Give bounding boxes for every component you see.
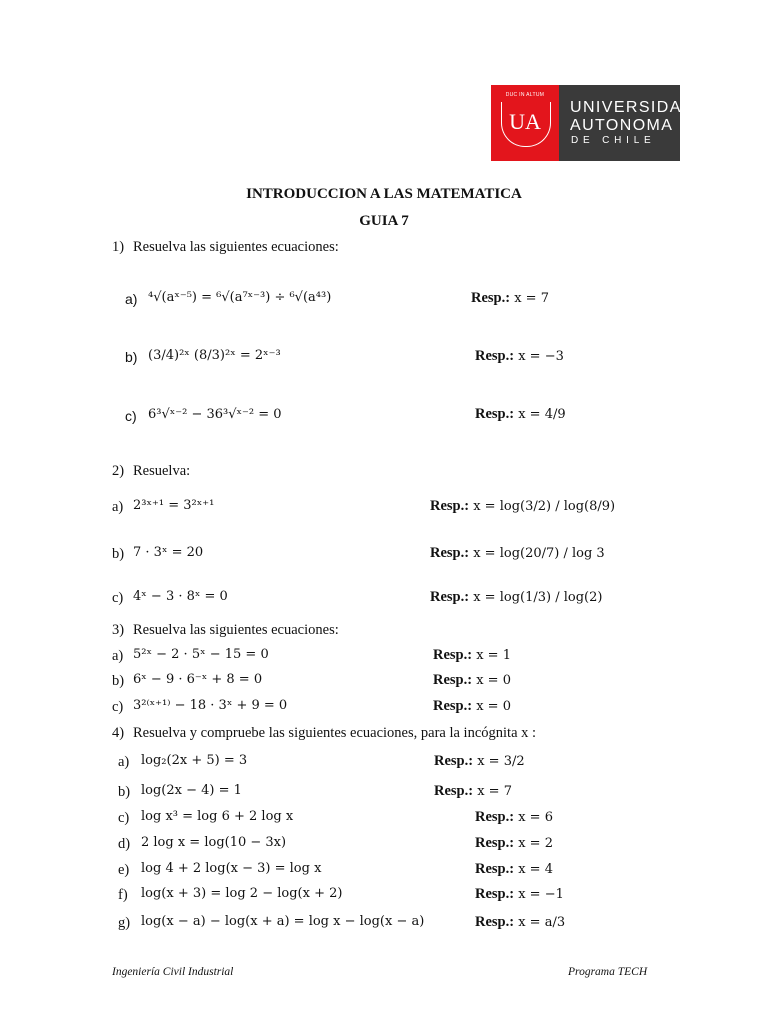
equation: log(2x − 4) = 1	[141, 783, 242, 798]
resp-label: Resp.:	[475, 348, 515, 364]
equation: (3/4)²ˣ (8/3)²ˣ = 2ˣ⁻³	[148, 348, 281, 363]
item-label: a)	[125, 291, 138, 307]
answer: x = 6	[518, 810, 553, 825]
resp-label: Resp.:	[433, 672, 473, 688]
answer: x = a/3	[518, 915, 566, 930]
section-4-heading: Resuelva y compruebe las siguientes ecuaciones, para la incógnita x :	[133, 725, 537, 741]
resp-label: Resp.:	[475, 406, 515, 422]
section-3-heading: Resuelva las siguientes ecuaciones:	[133, 622, 339, 638]
section-1-number: 1)	[112, 239, 125, 255]
answer-row	[475, 914, 565, 931]
equation: log 4 + 2 log(x − 3) = log x	[141, 861, 322, 876]
answer-row	[475, 861, 553, 878]
equation: 3²⁽ˣ⁺¹⁾ − 18 · 3ˣ + 9 = 0	[133, 698, 288, 713]
equation: 6ˣ − 9 · 6⁻ˣ + 8 = 0	[133, 672, 263, 687]
logo-line1: UNIVERSIDAD	[570, 99, 695, 116]
equation: log₂(2x + 5) = 3	[141, 753, 248, 768]
equation: 2³ˣ⁺¹ = 3²ˣ⁺¹	[133, 498, 215, 513]
answer: x = −3	[518, 349, 564, 364]
page-subtitle: GUIA 7	[359, 213, 409, 229]
answer-row	[433, 647, 511, 664]
answer: x = log(20/7) / log 3	[473, 546, 605, 561]
item-label: e)	[118, 862, 130, 878]
equation: 2 log x = log(10 − 3x)	[141, 835, 287, 850]
answer: x = 4	[518, 862, 553, 877]
answer: x = 7	[514, 291, 549, 306]
answer-row	[433, 672, 511, 689]
equation: log x³ = log 6 + 2 log x	[141, 809, 294, 824]
answer: x = log(1/3) / log(2)	[473, 590, 603, 605]
section-2-number: 2)	[112, 463, 125, 479]
answer: x = 3/2	[477, 754, 525, 769]
answer: x = 1	[476, 648, 511, 663]
answer: x = 7	[477, 784, 512, 799]
answer: x = 2	[518, 836, 553, 851]
item-label: c)	[118, 810, 130, 826]
resp-label: Resp.:	[430, 545, 470, 561]
resp-label: Resp.:	[433, 698, 473, 714]
item-label: a)	[112, 648, 124, 664]
footer-left: Ingeniería Civil Industrial	[112, 966, 234, 978]
equation: 5²ˣ − 2 · 5ˣ − 15 = 0	[133, 647, 269, 662]
seal-motto: DUC IN ALTUM	[505, 92, 545, 98]
item-label: c)	[125, 408, 137, 424]
answer-row	[475, 886, 564, 903]
resp-label: Resp.:	[475, 809, 515, 825]
equation: 6³√ˣ⁻² − 36³√ˣ⁻² = 0	[148, 407, 282, 422]
answer-row	[475, 406, 566, 423]
resp-label: Resp.:	[475, 835, 515, 851]
answer-row	[430, 498, 615, 515]
answer-row	[430, 589, 602, 606]
seal-initials: UA	[509, 109, 541, 134]
resp-label: Resp.:	[475, 861, 515, 877]
logo-line3: DE CHILE	[571, 135, 656, 146]
answer-row	[475, 348, 564, 365]
resp-label: Resp.:	[430, 589, 470, 605]
item-label: a)	[118, 754, 130, 770]
item-label: b)	[118, 784, 131, 800]
answer: x = 0	[476, 673, 511, 688]
answer: x = log(3/2) / log(8/9)	[473, 499, 616, 514]
answer: x = 0	[476, 699, 511, 714]
item-label: c)	[112, 699, 124, 715]
resp-label: Resp.:	[471, 290, 511, 306]
equation: log(x + 3) = log 2 − log(x + 2)	[141, 886, 343, 901]
resp-label: Resp.:	[433, 647, 473, 663]
answer-row	[434, 753, 525, 770]
section-3-number: 3)	[112, 622, 125, 638]
section-1-heading: Resuelva las siguientes ecuaciones:	[133, 239, 339, 255]
page-title: INTRODUCCION A LAS MATEMATICA	[246, 186, 522, 202]
answer-row	[434, 783, 512, 800]
answer-row	[433, 698, 511, 715]
item-label: b)	[112, 546, 125, 562]
answer-row	[475, 835, 553, 852]
equation: ⁴√(aˣ⁻⁵) = ⁶√(a⁷ˣ⁻³) ÷ ⁶√(a⁴³)	[148, 290, 332, 305]
answer: x = −1	[518, 887, 564, 902]
item-label: f)	[118, 887, 128, 903]
resp-label: Resp.:	[434, 783, 474, 799]
equation: 7 · 3ˣ = 20	[133, 545, 204, 560]
section-4-number: 4)	[112, 725, 125, 741]
item-label: c)	[112, 590, 124, 606]
answer-row	[471, 290, 549, 307]
item-label: g)	[118, 915, 131, 931]
footer-right: Programa TECH	[568, 966, 648, 978]
section-2-heading: Resuelva:	[133, 463, 191, 479]
item-label: b)	[112, 673, 125, 689]
logo-line2: AUTONOMA	[570, 117, 674, 134]
resp-label: Resp.:	[475, 886, 515, 902]
logo-wordmark	[559, 85, 695, 161]
logo-seal	[491, 85, 559, 161]
equation: 4ˣ − 3 · 8ˣ = 0	[133, 589, 228, 604]
resp-label: Resp.:	[475, 914, 515, 930]
item-label: b)	[125, 349, 138, 365]
answer-row	[430, 545, 605, 562]
item-label: d)	[118, 836, 131, 852]
resp-label: Resp.:	[430, 498, 470, 514]
item-label: a)	[112, 499, 124, 515]
equation: log(x − a) − log(x + a) = log x − log(x − a)	[141, 914, 425, 929]
answer-row	[475, 809, 553, 826]
resp-label: Resp.:	[434, 753, 474, 769]
answer: x = 4/9	[518, 407, 566, 422]
